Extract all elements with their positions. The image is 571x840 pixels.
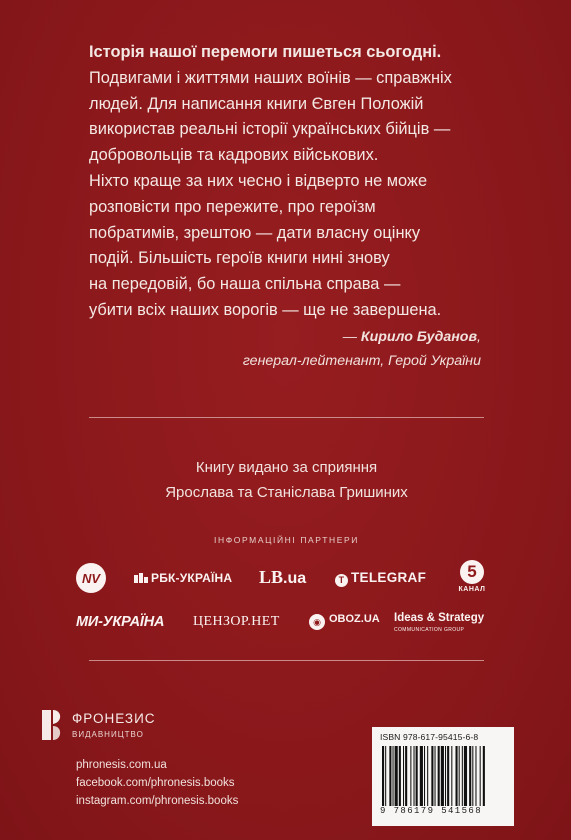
- barcode-bar: [431, 746, 433, 806]
- phronesis-logo-icon: [40, 706, 64, 744]
- quote-line: Подвигами і життями наших воїнів — справжніх: [89, 68, 452, 87]
- barcode-bar: [399, 746, 401, 806]
- lb-main: LB: [259, 567, 284, 587]
- attribution-name: Кирило Буданов: [360, 329, 478, 345]
- publisher-links: [76, 756, 238, 810]
- barcode-bar: [456, 746, 458, 806]
- oboz-logo: [309, 613, 380, 630]
- publisher-block: [40, 706, 156, 744]
- barcode-bar: [393, 746, 394, 806]
- barcode-bar: [414, 746, 415, 806]
- barcode-bar: [416, 746, 418, 806]
- barcode-bar: [472, 746, 473, 806]
- barcode-bar: [483, 746, 485, 806]
- divider-bottom: [89, 660, 484, 661]
- quote-line: побратимів, зрештою — дати власну оцінку: [89, 223, 421, 242]
- barcode-bar: [395, 746, 398, 806]
- link-facebook[interactable]: facebook.com/phronesis.books: [76, 777, 235, 789]
- publisher-sub: ВИДАВНИЦТВО: [72, 730, 144, 739]
- quote-attribution: [243, 325, 481, 373]
- barcode-bar: [420, 746, 423, 806]
- telegraf-logo: [335, 570, 426, 587]
- attribution-title: генерал-лейтенант, Герой України: [242, 353, 481, 369]
- barcode-bar: [438, 746, 440, 806]
- barcode-bar: [447, 746, 449, 806]
- mi-ukraina-logo: МИ-УКРАЇНА: [76, 614, 165, 630]
- ideas-text: Ideas & Strategy: [394, 612, 485, 624]
- barcode-bar: [405, 746, 407, 806]
- attribution-dash: —: [342, 329, 361, 345]
- barcode-bar: [435, 746, 436, 806]
- quote-line: людей. Для написання книги Євген Положій: [89, 94, 424, 113]
- link-instagram[interactable]: instagram.com/phronesis.books: [76, 795, 239, 807]
- link-website[interactable]: phronesis.com.ua: [76, 759, 167, 771]
- oboz-text: OBOZ.UA: [329, 613, 380, 625]
- barcode-bar: [445, 746, 446, 806]
- barcode-digits: 9 786179 541568: [380, 806, 483, 816]
- barcode-bar: [410, 746, 411, 806]
- divider-top: [89, 417, 484, 418]
- barcode-bar: [451, 746, 452, 806]
- barcode-bar: [389, 746, 391, 806]
- ideas-sub: COMMUNICATION GROUP: [394, 627, 465, 633]
- quote-line: подій. Більшість героїв книги нині знову: [89, 249, 390, 268]
- kanal5-number: 5: [460, 560, 484, 584]
- barcode-bars: [380, 746, 506, 808]
- kanal5-logo: [457, 560, 487, 593]
- publisher-name: ФРОНЕЗИС: [72, 711, 156, 726]
- telegraf-text: TELEGRAF: [351, 570, 427, 585]
- telegraf-icon: T: [335, 574, 348, 587]
- quote-line: добровольців та кадрових військових.: [89, 146, 379, 165]
- barcode-bar: [475, 746, 476, 806]
- barcode-bar: [459, 746, 460, 806]
- barcode-bar: [441, 746, 444, 806]
- quote-line: убити всіх наших ворогів — ще не завершена.: [89, 300, 442, 319]
- censor-logo: ЦЕНЗОР.НЕТ: [193, 614, 280, 629]
- barcode-bar: [462, 746, 463, 806]
- barcode-bar: [382, 746, 384, 806]
- support-line: Книгу видано за сприяння: [195, 459, 378, 476]
- barcode-bar: [385, 746, 386, 806]
- barcode-bar: [469, 746, 471, 806]
- blurb-quote: [89, 40, 509, 324]
- support-note: [89, 455, 484, 505]
- ideas-strategy-logo: [394, 612, 484, 636]
- rbk-icon: [134, 573, 148, 583]
- support-line: Ярослава та Станіслава Гришиних: [165, 484, 408, 501]
- rbk-logo: [134, 571, 232, 585]
- quote-line: використав реальні історії українських бійців —: [89, 120, 451, 139]
- lb-logo: [259, 567, 306, 588]
- barcode-bar: [427, 746, 428, 806]
- isbn-barcode: [372, 727, 514, 826]
- quote-line: Ніхто краще за них чесно і відверто не може: [89, 171, 428, 190]
- partners-title: ІНФОРМАЦІЙНІ ПАРТНЕРИ: [214, 535, 359, 545]
- rbk-text: РБК-УКРАЇНА: [151, 571, 233, 585]
- barcode-bar: [464, 746, 467, 806]
- quote-line: розповісти про пережите, про героїзм: [89, 197, 376, 216]
- lb-suffix: .ua: [283, 570, 307, 587]
- nv-logo: NV: [76, 563, 106, 593]
- barcode-bar: [424, 746, 425, 806]
- barcode-bar: [403, 746, 404, 806]
- barcode-bar: [480, 746, 481, 806]
- quote-line: на передовій, бо наша спільна справа —: [89, 275, 401, 294]
- kanal5-label: КАНАЛ: [458, 586, 486, 593]
- quote-lead: Історія нашої перемоги пишеться сьогодні.: [89, 43, 442, 61]
- attribution-comma: ,: [477, 329, 481, 345]
- isbn-text: ISBN 978-617-95415-6-8: [380, 732, 479, 742]
- oboz-icon: ◉: [309, 614, 325, 630]
